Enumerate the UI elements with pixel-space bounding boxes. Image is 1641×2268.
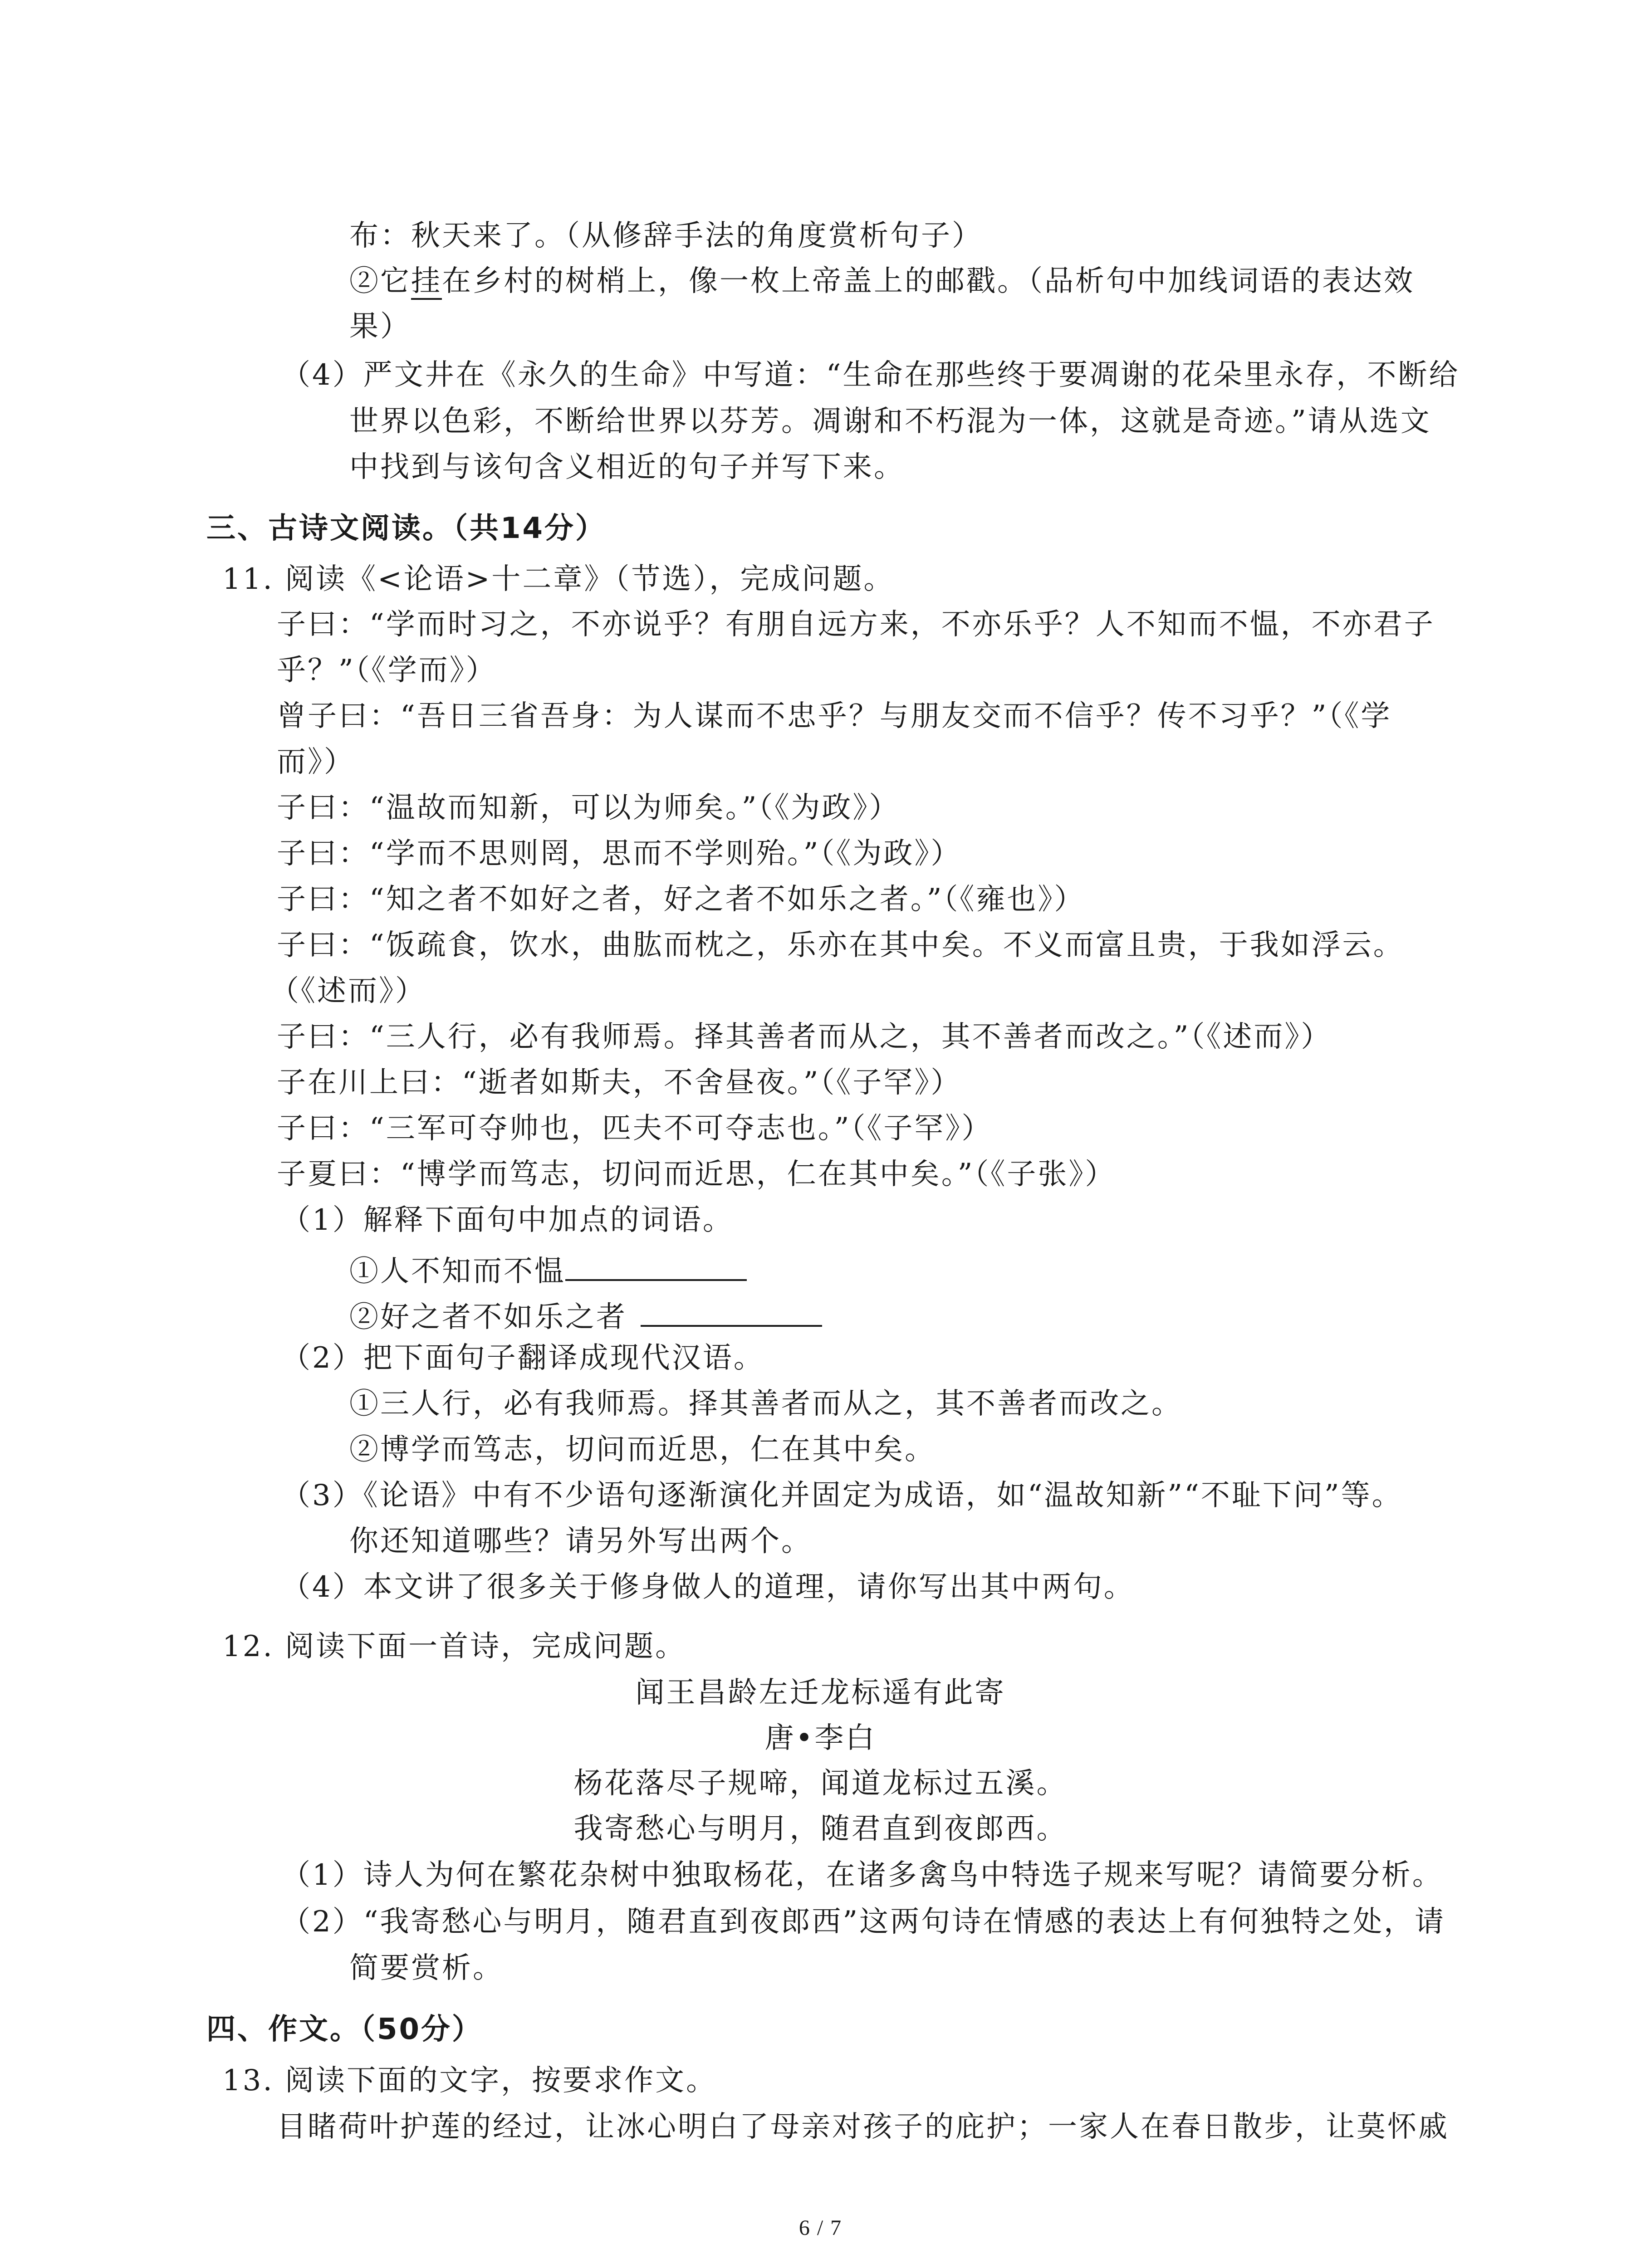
essay-prompt-line: 目睹荷叶护莲的经过，让冰心明白了母亲对孩子的庇护；一家人在春日散步，让莫怀戚: [277, 2110, 1449, 2144]
q10-text-pre: ②它: [349, 264, 411, 298]
poem-line: 杨花落尽子规啼，闻道龙标过五溪。: [573, 1767, 1068, 1800]
section-heading: 四、作文。（50分）: [206, 2013, 483, 2046]
analects-line: 子曰：“学而时习之，不亦说乎？有朋自远方来，不亦乐乎？人不知而不愠，不亦君子: [277, 608, 1435, 641]
analects-line: 乎？”（《学而》）: [277, 654, 497, 687]
q10-sub4-line: （4）严文井在《永久的生命》中写道：“生命在那些终于要凋谢的花朵里永存，不断给: [281, 358, 1460, 392]
analects-line: 子曰：“饭疏食，饮水，曲肱而枕之，乐亦在其中矣。不义而富且贵，于我如浮云。: [277, 929, 1404, 962]
q11-sub3: （3）《论语》中有不少语句逐渐演化并固定为成语，如“温故知新”“不耻下问”等。: [281, 1479, 1403, 1512]
q10-text-line: 果）: [349, 310, 411, 343]
q11-sub1-item: [349, 1252, 747, 1286]
analects-line: 子曰：“温故而知新，可以为师矣。”（《为政》）: [277, 791, 900, 825]
q11-sub1: （1）解释下面句中加点的词语。: [281, 1203, 734, 1237]
analects-line: 子曰：“学而不思则罔，思而不学则殆。”（《为政》）: [277, 837, 962, 870]
poem-author: 唐•李白: [764, 1721, 877, 1755]
q11-sub3-cont: 你还知道哪些？请另外写出两个。: [349, 1525, 812, 1558]
q11-sub2-a: ①三人行，必有我师焉。择其善者而从之，其不善者而改之。: [349, 1387, 1182, 1421]
q10-text-line: 布：秋天来了。（从修辞手法的角度赏析句子）: [349, 219, 983, 253]
question-title: 11. 阅读《<论语>十二章》（节选），完成问题。: [222, 562, 895, 596]
q11-sub1-item: [349, 1298, 822, 1332]
q12-sub2: （2）“我寄愁心与明月，随君直到夜郎西”这两句诗在情感的表达上有何独特之处，请: [281, 1905, 1446, 1939]
poem-title: 闻王昌龄左迁龙标遥有此寄: [635, 1676, 1006, 1710]
analects-line: 子夏曰：“博学而笃志，切问而近思，仁在其中矣。”（《子张》）: [277, 1158, 1116, 1191]
q10-text-post: 在乡村的树梢上，像一枚上帝盖上的邮戳。（品析句中加线词语的表达效: [442, 264, 1415, 298]
q10-sub4-line: 中找到与该句含义相近的句子并写下来。: [349, 450, 905, 484]
answer-blank[interactable]: [565, 1252, 747, 1281]
q11-sub2-b: ②博学而笃志，切问而近思，仁在其中矣。: [349, 1433, 936, 1466]
analects-line: 子曰：“知之者不如好之者，好之者不如乐之者。”（《雍也》）: [277, 883, 1085, 916]
analects-line: 子曰：“三人行，必有我师焉。择其善者而从之，其不善者而改之。”（《述而》）: [277, 1020, 1332, 1054]
underlined-word: 挂: [411, 264, 442, 300]
analects-line: 子在川上曰：“逝者如斯夫，不舍昼夜。”（《子罕》）: [277, 1066, 962, 1100]
q11-sub1-a: ①人不知而不愠: [349, 1255, 565, 1288]
q10-sub4-line: 世界以色彩，不断给世界以芬芳。凋谢和不朽混为一体，这就是奇迹。”请从选文: [349, 405, 1431, 438]
analects-line: （《述而》）: [270, 974, 426, 1008]
poem-line: 我寄愁心与明月，随君直到夜郎西。: [573, 1812, 1068, 1846]
analects-line: 曾子曰：“吾日三省吾身：为人谋而不忠乎？与朋友交而不信乎？传不习乎？”（《学: [277, 699, 1392, 733]
q10-text-line-underlined: [349, 264, 1415, 298]
question-title: 13. 阅读下面的文字，按要求作文。: [222, 2064, 717, 2097]
q11-sub2: （2）把下面句子翻译成现代汉语。: [281, 1341, 764, 1375]
q11-sub4: （4）本文讲了很多关于修身做人的道理，请你写出其中两句。: [281, 1570, 1135, 1604]
section-heading: 三、古诗文阅读。（共14分）: [206, 512, 607, 545]
q11-sub1-b: ②好之者不如乐之者: [349, 1300, 627, 1334]
question-title: 12. 阅读下面一首诗，完成问题。: [222, 1630, 686, 1663]
analects-line: 子曰：“三军可夺帅也，匹夫不可夺志也。”（《子罕》）: [277, 1112, 993, 1145]
q12-sub2-cont: 简要赏析。: [349, 1951, 504, 1985]
q12-sub1: （1）诗人为何在繁花杂树中独取杨花，在诸多禽鸟中特选子规来写呢？请简要分析。: [281, 1858, 1443, 1892]
analects-line: 而》）: [277, 745, 355, 779]
page-number: 6 / 7: [798, 2216, 843, 2240]
answer-blank[interactable]: [641, 1298, 822, 1327]
